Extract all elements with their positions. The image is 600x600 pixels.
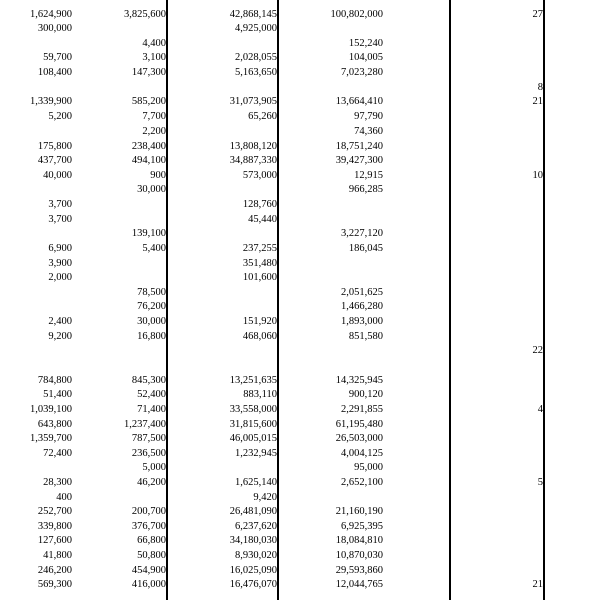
col-a-value: 252,700: [37, 506, 72, 517]
col-b-value: 787,500: [131, 433, 166, 444]
col-d-value: 10,870,030: [335, 550, 383, 561]
col-d-value: 6,925,395: [341, 521, 383, 532]
col-c-value: 16,025,090: [229, 565, 277, 576]
col-c-value: 31,073,905: [229, 96, 277, 107]
col-b-value: 1,237,400: [124, 419, 166, 430]
col-b-value: 416,000: [131, 579, 166, 590]
col-b-value: 5,400: [142, 243, 166, 254]
col-b-value: 4,400: [142, 38, 166, 49]
col-d-value: 1,466,280: [341, 301, 383, 312]
col-c-value: 5,163,650: [235, 67, 277, 78]
ref-number: 21: [532, 96, 543, 107]
col-a-value: 5,200: [48, 111, 72, 122]
col-b-value: 147,300: [131, 67, 166, 78]
col-c-value: 1,625,140: [235, 477, 277, 488]
col-d-value: 4,004,125: [341, 448, 383, 459]
col-d-value: 100,802,000: [330, 9, 383, 20]
col-d-value: 14,325,945: [335, 375, 383, 386]
ref-number: 22: [532, 345, 543, 356]
col-a-value: 51,400: [43, 389, 72, 400]
col-a-value: 3,900: [48, 258, 72, 269]
col-a-value: 40,000: [43, 170, 72, 181]
col-b-value: 3,825,600: [124, 9, 166, 20]
col-a-value: 41,800: [43, 550, 72, 561]
col-b-value: 2,200: [142, 126, 166, 137]
col-d-value: 1,893,000: [341, 316, 383, 327]
col-d-value: 97,790: [354, 111, 383, 122]
ref-number: 21: [532, 579, 543, 590]
col-c-value: 26,481,090: [229, 506, 277, 517]
col-d-value: 2,291,855: [341, 404, 383, 415]
col-a-value: 1,359,700: [30, 433, 72, 444]
col-d-value: 104,005: [348, 52, 383, 63]
col-b-value: 30,000: [137, 184, 166, 195]
col-d-value: 95,000: [354, 462, 383, 473]
col-b-value: 66,800: [137, 535, 166, 546]
col-a-value: 3,700: [48, 214, 72, 225]
col-a-value: 59,700: [43, 52, 72, 63]
col-d-value: 12,915: [354, 170, 383, 181]
col-c-value: 6,237,620: [235, 521, 277, 532]
col-c-value: 8,930,020: [235, 550, 277, 561]
col-c-value: 883,110: [243, 389, 277, 400]
col-c-value: 128,760: [242, 199, 277, 210]
col-d-value: 900,120: [348, 389, 383, 400]
col-a-value: 1,624,900: [30, 9, 72, 20]
col-d-value: 21,160,190: [335, 506, 383, 517]
column-divider: [543, 0, 545, 600]
col-a-value: 643,800: [37, 419, 72, 430]
col-d-value: 18,751,240: [335, 141, 383, 152]
col-a-value: 6,900: [48, 243, 72, 254]
col-b-value: 76,200: [137, 301, 166, 312]
col-a-value: 246,200: [37, 565, 72, 576]
col-b-value: 585,200: [131, 96, 166, 107]
col-a-value: 28,300: [43, 477, 72, 488]
col-b-value: 200,700: [131, 506, 166, 517]
col-a-value: 784,800: [37, 375, 72, 386]
col-d-value: 74,360: [354, 126, 383, 137]
col-c-value: 45,440: [248, 214, 277, 225]
col-a-value: 300,000: [37, 23, 72, 34]
ref-number: 8: [537, 82, 543, 93]
col-c-value: 34,180,030: [229, 535, 277, 546]
col-b-value: 3,100: [142, 52, 166, 63]
col-b-value: 139,100: [131, 228, 166, 239]
col-b-value: 5,000: [142, 462, 166, 473]
col-b-value: 454,900: [131, 565, 166, 576]
col-a-value: 2,000: [48, 272, 72, 283]
col-d-value: 26,503,000: [335, 433, 383, 444]
ref-number: 10: [532, 170, 543, 181]
col-c-value: 468,060: [242, 331, 277, 342]
ref-number: 5: [537, 477, 543, 488]
column-divider: [449, 0, 451, 600]
col-d-value: 13,664,410: [335, 96, 383, 107]
col-a-value: 1,039,100: [30, 404, 72, 415]
col-d-value: 2,051,625: [341, 287, 383, 298]
col-d-value: 7,023,280: [341, 67, 383, 78]
col-b-value: 238,400: [131, 141, 166, 152]
col-c-value: 2,028,055: [235, 52, 277, 63]
col-a-value: 3,700: [48, 199, 72, 210]
col-c-value: 34,887,330: [229, 155, 277, 166]
col-d-value: 152,240: [348, 38, 383, 49]
col-c-value: 33,558,000: [229, 404, 277, 415]
col-b-value: 376,700: [131, 521, 166, 532]
col-a-value: 437,700: [37, 155, 72, 166]
col-c-value: 46,005,015: [229, 433, 277, 444]
col-c-value: 16,476,070: [229, 579, 277, 590]
col-b-value: 7,700: [142, 111, 166, 122]
column-divider: [277, 0, 279, 600]
col-b-value: 900: [150, 170, 166, 181]
col-d-value: 12,044,765: [335, 579, 383, 590]
col-b-value: 236,500: [131, 448, 166, 459]
col-a-value: 2,400: [48, 316, 72, 327]
col-a-value: 127,600: [37, 535, 72, 546]
col-a-value: 569,300: [37, 579, 72, 590]
col-d-value: 61,195,480: [335, 419, 383, 430]
col-a-value: 9,200: [48, 331, 72, 342]
col-c-value: 65,260: [248, 111, 277, 122]
col-c-value: 151,920: [242, 316, 277, 327]
col-c-value: 42,868,145: [229, 9, 277, 20]
col-a-value: 1,339,900: [30, 96, 72, 107]
col-d-value: 3,227,120: [341, 228, 383, 239]
col-b-value: 71,400: [137, 404, 166, 415]
col-c-value: 1,232,945: [235, 448, 277, 459]
col-d-value: 966,285: [348, 184, 383, 195]
col-d-value: 29,593,860: [335, 565, 383, 576]
col-b-value: 78,500: [137, 287, 166, 298]
ref-number: 27: [532, 9, 543, 20]
col-a-value: 339,800: [37, 521, 72, 532]
column-divider: [166, 0, 168, 600]
col-b-value: 50,800: [137, 550, 166, 561]
col-a-value: 175,800: [37, 141, 72, 152]
col-b-value: 46,200: [137, 477, 166, 488]
ref-number: 4: [537, 404, 543, 415]
col-a-value: 108,400: [37, 67, 72, 78]
col-c-value: 101,600: [242, 272, 277, 283]
col-d-value: 18,084,810: [335, 535, 383, 546]
col-c-value: 31,815,600: [229, 419, 277, 430]
col-c-value: 13,251,635: [229, 375, 277, 386]
col-b-value: 16,800: [137, 331, 166, 342]
col-d-value: 851,580: [348, 331, 383, 342]
col-b-value: 52,400: [137, 389, 166, 400]
col-b-value: 845,300: [131, 375, 166, 386]
col-a-value: 400: [56, 492, 72, 503]
col-c-value: 237,255: [242, 243, 277, 254]
col-c-value: 9,420: [253, 492, 277, 503]
col-d-value: 186,045: [348, 243, 383, 254]
col-d-value: 2,652,100: [341, 477, 383, 488]
col-c-value: 573,000: [242, 170, 277, 181]
col-b-value: 30,000: [137, 316, 166, 327]
col-c-value: 13,808,120: [229, 141, 277, 152]
col-b-value: 494,100: [131, 155, 166, 166]
col-c-value: 351,480: [242, 258, 277, 269]
col-a-value: 72,400: [43, 448, 72, 459]
col-c-value: 4,925,000: [235, 23, 277, 34]
col-d-value: 39,427,300: [335, 155, 383, 166]
